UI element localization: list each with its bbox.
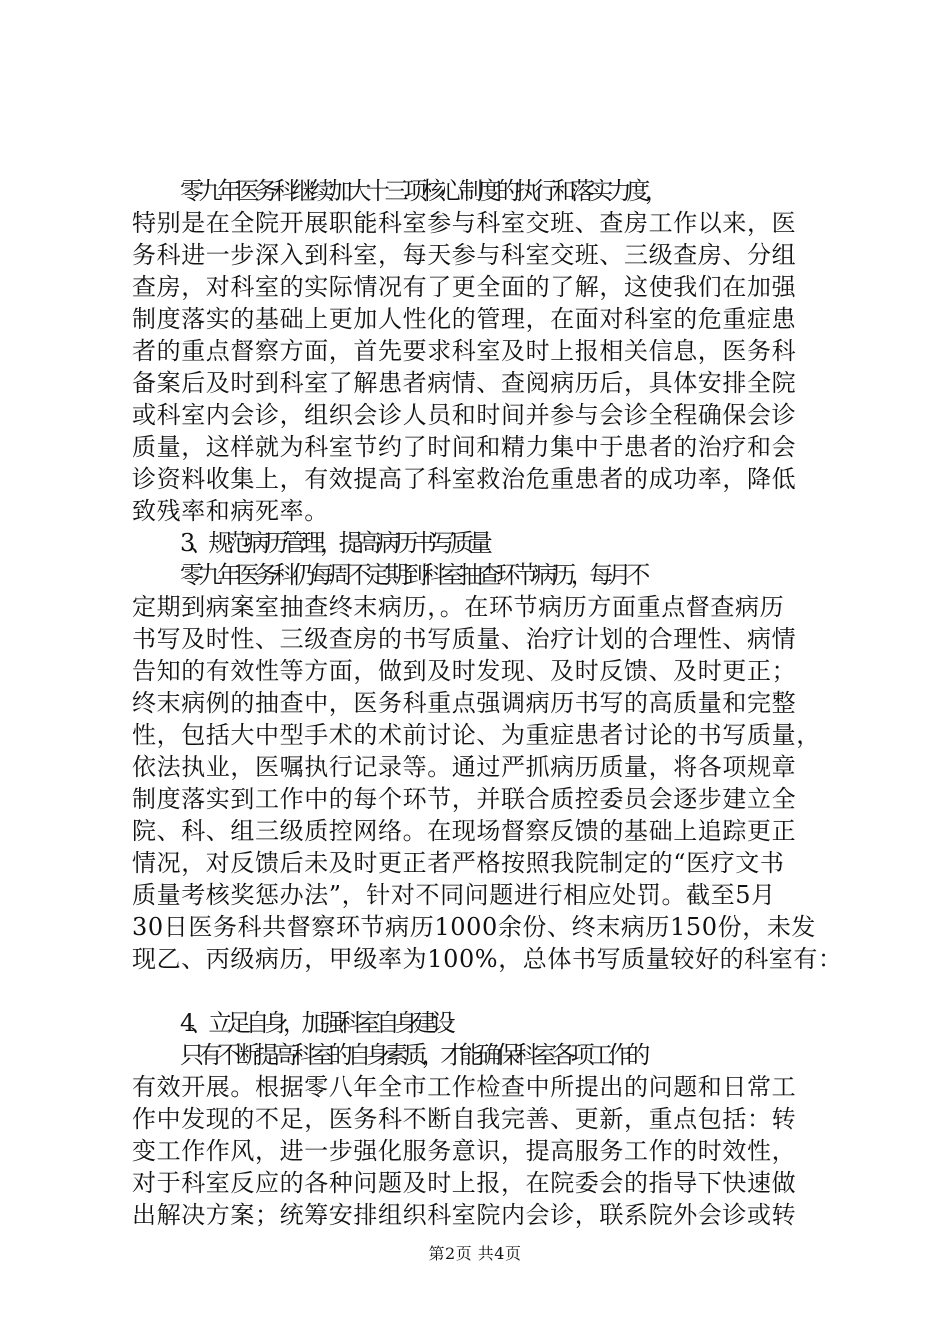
paragraph-1-line-11: 致残率和病死率。: [132, 497, 329, 525]
paragraph-2-line-5: 终末病例的抽查中，医务科重点强调病历书写的高质量和完整: [132, 689, 797, 717]
paragraph-3-line-2: 有效开展。根据零八年全市工作检查中所提出的问题和日常工: [132, 1073, 797, 1101]
paragraph-1-line-6: 者的重点督察方面，首先要求科室及时上报相关信息，医务科: [132, 337, 797, 365]
section-heading-3: 3、规范病历管理，提高病历书写质量: [180, 529, 488, 557]
paragraph-2-line-9: 院、科、组三级质控网络。在现场督察反馈的基础上追踪更正: [132, 817, 797, 845]
paragraph-3-line-5: 对于科室反应的各种问题及时上报，在院委会的指导下快速做: [132, 1169, 797, 1197]
paragraph-2-line-2: 定期到病案室抽查终末病历，。在环节病历方面重点督查病历: [132, 593, 785, 621]
paragraph-1-line-4: 查房，对科室的实际情况有了更全面的了解，这使我们在加强: [132, 273, 797, 301]
paragraph-1-line-3: 务科进一步深入到科室，每天参与科室交班、三级查房、分组: [132, 241, 797, 269]
paragraph-3-line-4: 变工作作风，进一步强化服务意识，提高服务工作的时效性，: [132, 1137, 797, 1165]
paragraph-2-line-11: 质量考核奖惩办法”，针对不同问题进行相应处罚。截至5月: [132, 881, 776, 909]
paragraph-2-line-12: 30日医务科共督察环节病历1000余份、终末病历150份，未发: [132, 913, 817, 941]
paragraph-1-line-1: 零九年医务科继续加大十三项核心制度的执行和落实力度，: [180, 177, 664, 205]
paragraph-2-line-13: 现乙、丙级病历，甲级率为100%，总体书写质量较好的科室有：: [132, 945, 843, 973]
paragraph-3-line-6: 出解决方案；统筹安排组织科室院内会诊，联系院外会诊或转: [132, 1201, 797, 1229]
paragraph-3-line-3: 作中发现的不足，医务科不断自我完善、更新，重点包括：转: [132, 1105, 797, 1133]
paragraph-2-line-7: 依法执业，医嘱执行记录等。通过严抓病历质量，将各项规章: [132, 753, 797, 781]
paragraph-1-line-7: 备案后及时到科室了解患者病情、查阅病历后，具体安排全院: [132, 369, 797, 397]
paragraph-1-line-10: 诊资料收集上，有效提高了科室救治危重患者的成功率，降低: [132, 465, 797, 493]
paragraph-2-line-6: 性，包括大中型手术的术前讨论、为重症患者讨论的书写质量，: [132, 721, 821, 749]
paragraph-2-line-10: 情况，对反馈后未及时更正者严格按照我院制定的“医疗文书: [132, 849, 785, 877]
section-heading-4: 4、立足自身，加强科室自身建设: [180, 1009, 451, 1037]
paragraph-2-line-1: 零九年医务科仍每周不定期到科室抽查环节病历，每月不: [180, 561, 645, 589]
paragraph-2-line-3: 书写及时性、三级查房的书写质量、治疗计划的合理性、病情: [132, 625, 797, 653]
paragraph-1-line-9: 质量，这样就为科室节约了时间和精力集中于患者的治疗和会: [132, 433, 797, 461]
paragraph-1-line-2: 特别是在全院开展职能科室参与科室交班、查房工作以来，医: [132, 209, 797, 237]
paragraph-2-line-8: 制度落实到工作中的每个环节，并联合质控委员会逐步建立全: [132, 785, 797, 813]
paragraph-1-line-5: 制度落实的基础上更加人性化的管理，在面对科室的危重症患: [132, 305, 797, 333]
paragraph-3-line-1: 只有不断提高科室的自身素质，才能确保科室各项工作的: [180, 1041, 645, 1069]
paragraph-1-line-8: 或科室内会诊，组织会诊人员和时间并参与会诊全程确保会诊: [132, 401, 797, 429]
paragraph-2-line-4: 告知的有效性等方面，做到及时发现、及时反馈、及时更正；: [132, 657, 797, 685]
page-number-footer: 第2页 共4页: [428, 1244, 522, 1263]
